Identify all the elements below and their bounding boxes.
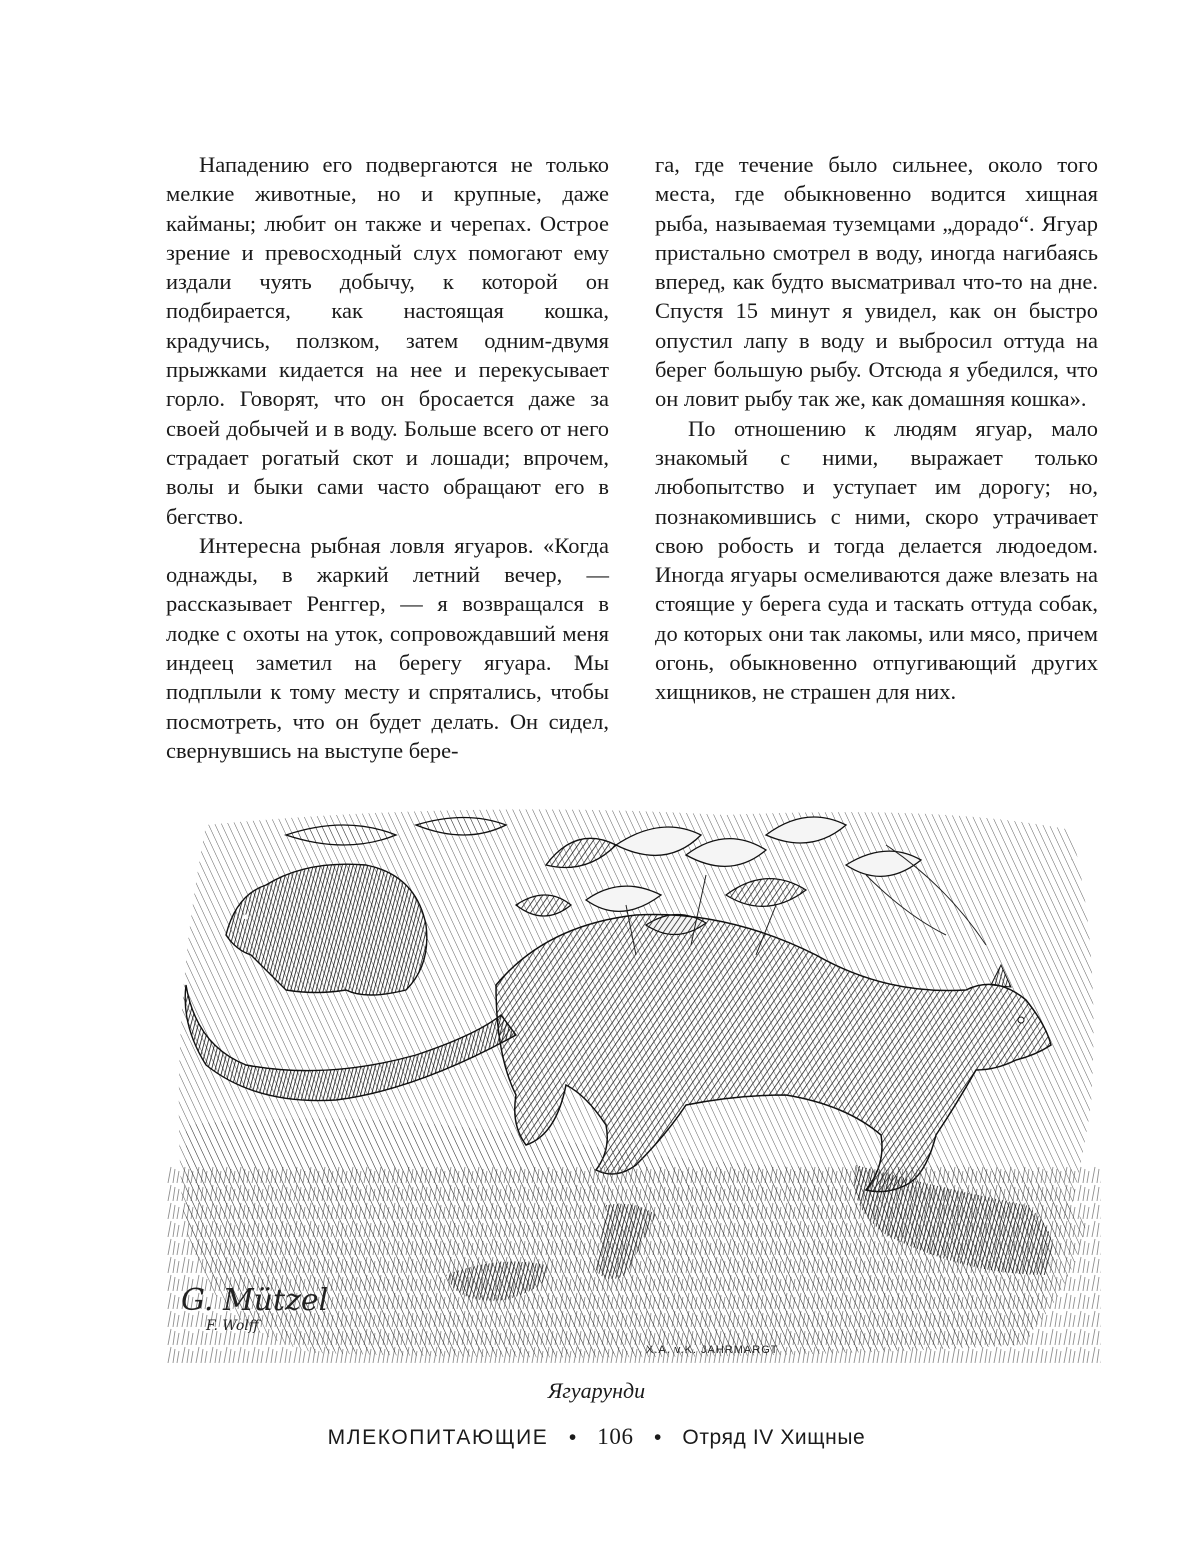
paragraph: Нападению его подвергаются не только мелкие животные, но и крупные, даже кайманы; любит он также и черепах. Острое зрение и превосходный слух помогают ему издали чуять добычу, к которой он подбирается, как настоящая кошка, крадучись, ползком, затем одним-двумя прыжками кидается на нее и перекусывает горло. Говорят, что он бросается даже за своей добычей и в воду. Больше всего от него страдает рогатый скот и лошади; впрочем, волы и быки сами часто обращают его в бегство.: [166, 152, 609, 529]
engraver-signature: F. Wolff: [206, 1318, 259, 1334]
page-number: 106: [597, 1424, 634, 1449]
footer-separator: •: [654, 1426, 662, 1449]
paragraph-continuation: га, где течение было сильнее, около того места, где обыкновенно водится хищная рыба, называемая туземцами „дорадо“. Ягуар пристально смотрел в воду, иногда нагибаясь вперед, как будто высматривал что-то на дне. Спустя 15 минут я увидел, как он быстро опустил лапу в воду и выбросил оттуда на берег большую рыбу. Отсюда я убедился, что он ловит рыбу так же, как домашняя кошка».: [655, 152, 1098, 412]
footer-chapter: Отряд IV Хищные: [682, 1426, 866, 1449]
footer-separator: •: [568, 1426, 577, 1449]
figure-caption: Ягуарунди: [547, 1378, 646, 1403]
engraver-credit: X.A. v.K. JAHRMARGT: [646, 1344, 779, 1356]
right-text-column: [655, 150, 1098, 707]
left-text-column: [166, 150, 609, 765]
footer-section: МЛЕКОПИТАЮЩИЕ: [327, 1426, 549, 1449]
jaguarundi-engraving: [166, 805, 1101, 1370]
paragraph: Интересна рыбная ловля ягуаров. «Когда однажды, в жаркий летний вечер, — рассказывает Ренггер, — я возвращался в лодке с охоты на уток, сопровождавший меня индеец заметил на берегу ягуара. Мы подплыли к тому месту и спрятались, чтобы посмотреть, что он будет делать. Он сидел, свернувшись на выступе бере-: [166, 532, 609, 763]
page-footer: [0, 1424, 1193, 1450]
artist-signature: G. Mützel: [181, 1283, 329, 1318]
paragraph: По отношению к людям ягуар, мало знакомый с ними, выражает только любопытство и уступает им дорогу; но, познакомившись с ними, скоро утрачивает свою робость и тогда делается людоедом. Иногда ягуары осмеливаются даже влезать на стоящие у берега суда и таскать оттуда собак, до которых они так лакомы, или мясо, причем огонь, обыкновенно отпугивающий других хищников, не страшен для них.: [655, 415, 1098, 705]
